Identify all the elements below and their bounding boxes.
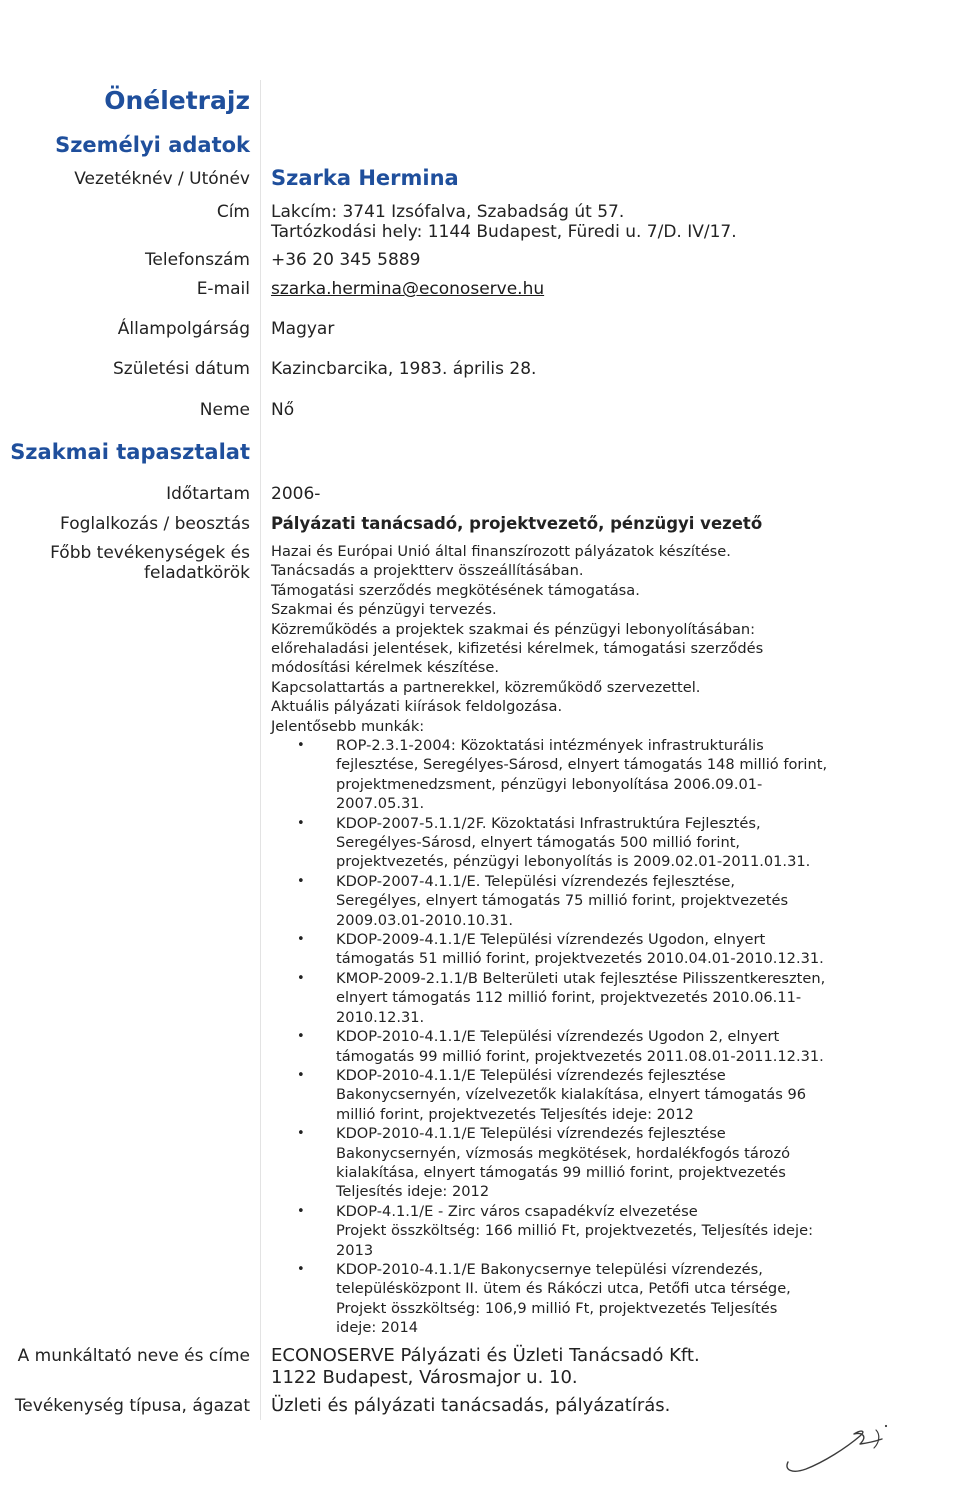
person-name: Szarka Hermina (271, 166, 459, 190)
section-heading-personal: Személyi adatok (55, 133, 250, 157)
duty-item: Szakmai és pénzügyi tervezés. (271, 601, 497, 619)
work-item: • KDOP-2007-5.1.1/2F. Közoktatási Infrastruktúra Fejlesztés, Seregélyes-Sárosd, elnyert támogatás 500 millió forint, projektvezetés, pénzügyi lebonyolítás is 2009.02.01-2011.01.31. (287, 814, 907, 872)
email-label: E-mail (196, 279, 250, 299)
duties-label-line-1: Főbb tevékenységek és (50, 543, 250, 563)
period-label: Időtartam (166, 484, 250, 504)
duty-item: Aktuális pályázati kiírások feldolgozása. (271, 698, 563, 716)
duty-item: Támogatási szerződés megkötésének támogatása. (271, 581, 640, 599)
phone-label: Telefonszám (144, 250, 250, 270)
phone-value: +36 20 345 5889 (271, 250, 421, 270)
signature (780, 1412, 900, 1478)
email-link[interactable]: szarka.hermina@econoserve.hu (271, 279, 545, 299)
duty-item: Közreműködés a projektek szakmai és pénzügyi lebonyolításában: (271, 620, 756, 638)
duty-item: előrehaladási jelentések, kifizetési kérelmek, támogatási szerződés (271, 640, 764, 658)
address-label: Cím (216, 202, 250, 222)
major-works-list (287, 736, 907, 1338)
address-line-1: Lakcím: 3741 Izsófalva, Szabadság út 57. (271, 202, 625, 222)
duties-list (271, 542, 763, 736)
work-item: • KDOP-2010-4.1.1/E Települési vízrendezés fejlesztése Bakonycsernyén, vízmosás megkötések, hordalékfogós tározó kialakítása, elnyert támogatás 99 millió forint, projektvezetés Teljesítés ideje: 2012 (287, 1124, 907, 1202)
work-item: • KDOP-2009-4.1.1/E Települési vízrendezés Ugodon, elnyert támogatás 51 millió forint, projektvezetés 2010.04.01-2010.12.31. (287, 930, 907, 969)
birth-value: Kazincbarcika, 1983. április 28. (271, 359, 537, 379)
work-item: • KDOP-2010-4.1.1/E Bakonycsernye települési vízrendezés, településközpont II. ütem és Rákóczi utca, Petőfi utca térsége, Projekt összköltség: 106,9 millió Ft, projektvezetés Teljesítés ideje: 2014 (287, 1260, 907, 1338)
work-item: • KDOP-2010-4.1.1/E Települési vízrendezés fejlesztése Bakonycsernyén, vízelvezetők kialakítása, elnyert támogatás 96 millió forint, projektvezetés Teljesítés ideje: 2012 (287, 1066, 907, 1124)
column-divider (260, 80, 261, 1420)
duty-item: módosítási kérelmek készítése. (271, 659, 500, 677)
sex-label: Neme (199, 400, 250, 420)
duty-item: Tanácsadás a projektterv összeállításában. (271, 562, 584, 580)
citizenship-label: Állampolgárság (117, 319, 250, 339)
position-value: Pályázati tanácsadó, projektvezető, pénzügyi vezető (271, 514, 763, 533)
sector-label: Tevékenység típusa, ágazat (14, 1396, 250, 1416)
name-label: Vezetéknév / Utónév (74, 169, 250, 189)
duty-item: Kapcsolattartás a partnerekkel, közreműködő szervezettel. (271, 678, 701, 696)
work-item: • KDOP-2010-4.1.1/E Települési vízrendezés Ugodon 2, elnyert támogatás 99 millió forint, projektvezetés 2011.08.01-2011.12.31. (287, 1027, 907, 1066)
position-label: Foglalkozás / beosztás (60, 514, 250, 534)
duty-item: Hazai és Európai Unió által finanszírozott pályázatok készítése. (271, 543, 731, 560)
citizenship-value: Magyar (271, 319, 335, 339)
work-item: • KDOP-4.1.1/E - Zirc város csapadékvíz elvezetése Projekt összköltség: 166 millió Ft, projektvezetés, Teljesítés ideje: 2013 (287, 1202, 907, 1260)
employer-name: ECONOSERVE Pályázati és Üzleti Tanácsadó Kft. (271, 1345, 700, 1366)
work-item: • KDOP-2007-4.1.1/E. Települési vízrendezés fejlesztése, Seregélyes, elnyert támogatás 75 millió forint, projektvezetés 2009.03.01-2010.10.31. (287, 872, 907, 930)
birth-label: Születési dátum (113, 359, 250, 379)
employer-label: A munkáltató neve és címe (17, 1346, 250, 1366)
duty-item: Jelentősebb munkák: (271, 717, 425, 735)
work-item: • KMOP-2009-2.1.1/B Belterületi utak fejlesztése Pilisszentkereszten, elnyert támogatás 112 millió forint, projektvezetés 2010.06.11- 2010.12.31. (287, 969, 907, 1027)
work-item: • ROP-2.3.1-2004: Közoktatási intézmények infrastrukturális fejlesztése, Seregélyes-Sárosd, elnyert támogatás 148 millió forint, projektmenedzsment, pénzügyi lebonyolítása 2006.09.01- 2007.05.31. (287, 736, 907, 814)
sex-value: Nő (271, 400, 295, 420)
address-line-2: Tartózkodási hely: 1144 Budapest, Füredi u. 7/D. IV/17. (271, 222, 737, 242)
sector-value: Üzleti és pályázati tanácsadás, pályázatírás. (271, 1395, 671, 1416)
employer-address: 1122 Budapest, Városmajor u. 10. (271, 1367, 578, 1388)
duties-label-line-2: feladatkörök (144, 563, 250, 583)
period-value: 2006- (271, 484, 321, 504)
page-title: Önéletrajz (104, 86, 250, 115)
section-heading-experience: Szakmai tapasztalat (10, 440, 250, 464)
